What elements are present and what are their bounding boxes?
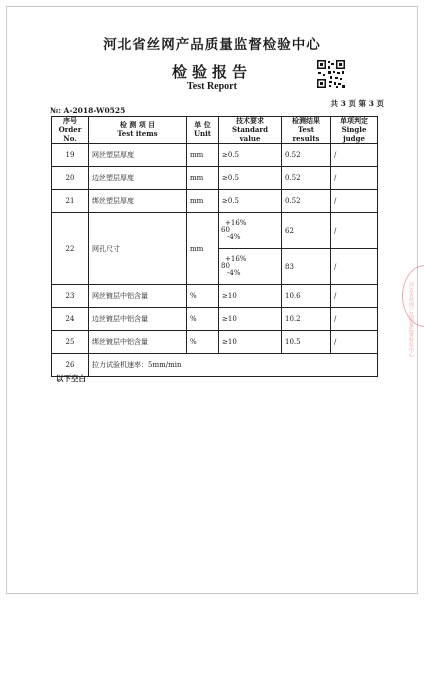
- row-standard: ≥0.5: [219, 144, 282, 167]
- row-unit: mm: [187, 167, 219, 190]
- table-row: [52, 144, 378, 167]
- row-result: 0.52: [282, 144, 331, 167]
- organization-name: 河北省丝网产品质量监督检验中心: [103, 37, 321, 53]
- row-standard-sub: [219, 213, 282, 249]
- row-note: 拉力试验机速率：5mm/min: [89, 354, 378, 377]
- row-unit: %: [187, 308, 219, 331]
- row-result: 0.52: [282, 167, 331, 190]
- header-item: 检 测 项 目 Test items: [89, 117, 187, 144]
- tolerance-plus: +16%: [225, 219, 247, 228]
- row-judge: /: [331, 249, 378, 285]
- document-number: №: A-2018-W0525: [50, 106, 126, 115]
- nominal-size: 60: [221, 226, 230, 235]
- row-item: 网丝塑层厚度: [89, 144, 187, 167]
- row-standard: ≥10: [219, 285, 282, 308]
- row-no: 20: [52, 167, 89, 190]
- row-judge: /: [331, 167, 378, 190]
- row-item: 网孔尺寸: [89, 213, 187, 285]
- row-judge: /: [331, 308, 378, 331]
- row-judge: /: [331, 190, 378, 213]
- row-unit: %: [187, 285, 219, 308]
- stamp-text: 河北省丝网产品质量监督检验中心: [408, 282, 414, 357]
- report-title-cn: 检验报告: [171, 63, 252, 81]
- row-item: 边丝塑层厚度: [89, 167, 187, 190]
- row-unit: mm: [187, 190, 219, 213]
- row-unit: %: [187, 331, 219, 354]
- table-row: [52, 167, 378, 190]
- row-no: 24: [52, 308, 89, 331]
- row-no: 23: [52, 285, 89, 308]
- header-standard: 技术要求 Standard value: [219, 117, 282, 144]
- report-title-en: Test Report: [187, 81, 237, 92]
- table-row: [52, 354, 378, 377]
- footer-note: 以下空白: [56, 374, 86, 383]
- row-judge: /: [331, 144, 378, 167]
- qr-code-icon: [316, 59, 346, 89]
- row-item: 绑丝塑层厚度: [89, 190, 187, 213]
- table-row: [52, 190, 378, 213]
- page-info: 共 3 页 第 3 页: [330, 99, 384, 108]
- row-item: 绑丝镀层中铝含量: [89, 331, 187, 354]
- row-judge: /: [331, 285, 378, 308]
- row-result: 10.2: [282, 308, 331, 331]
- header-order: 序号 Order No.: [52, 117, 89, 144]
- row-unit: mm: [187, 213, 219, 285]
- table-row: [52, 213, 378, 249]
- row-result: 10.6: [282, 285, 331, 308]
- row-judge: /: [331, 331, 378, 354]
- table-row: [52, 308, 378, 331]
- test-results-table: [51, 116, 378, 377]
- row-item: 网丝镀层中铝含量: [89, 285, 187, 308]
- table-row: [52, 331, 378, 354]
- row-standard-sub: [219, 249, 282, 285]
- row-standard: ≥10: [219, 308, 282, 331]
- tolerance-minus: -4%: [227, 233, 241, 242]
- row-no: 22: [52, 213, 89, 285]
- header-judge: 单项判定 Single judge: [331, 117, 378, 144]
- row-no: 25: [52, 331, 89, 354]
- table-header-row: [52, 117, 378, 144]
- row-no: 26: [52, 354, 89, 377]
- header-unit: 单 位 Unit: [187, 117, 219, 144]
- tolerance-minus: -4%: [227, 269, 241, 278]
- row-result: 83: [282, 249, 331, 285]
- tolerance-plus: +16%: [225, 255, 247, 264]
- row-standard: ≥0.5: [219, 190, 282, 213]
- row-no: 21: [52, 190, 89, 213]
- row-standard: ≥0.5: [219, 167, 282, 190]
- row-no: 19: [52, 144, 89, 167]
- row-result: 10.5: [282, 331, 331, 354]
- row-judge: /: [331, 213, 378, 249]
- header-result: 检测结果 Test results: [282, 117, 331, 144]
- row-standard: ≥10: [219, 331, 282, 354]
- row-result: 0.52: [282, 190, 331, 213]
- row-item: 边丝镀层中铝含量: [89, 308, 187, 331]
- row-unit: mm: [187, 144, 219, 167]
- table-row: [52, 285, 378, 308]
- nominal-size: 80: [221, 262, 230, 271]
- row-result: 62: [282, 213, 331, 249]
